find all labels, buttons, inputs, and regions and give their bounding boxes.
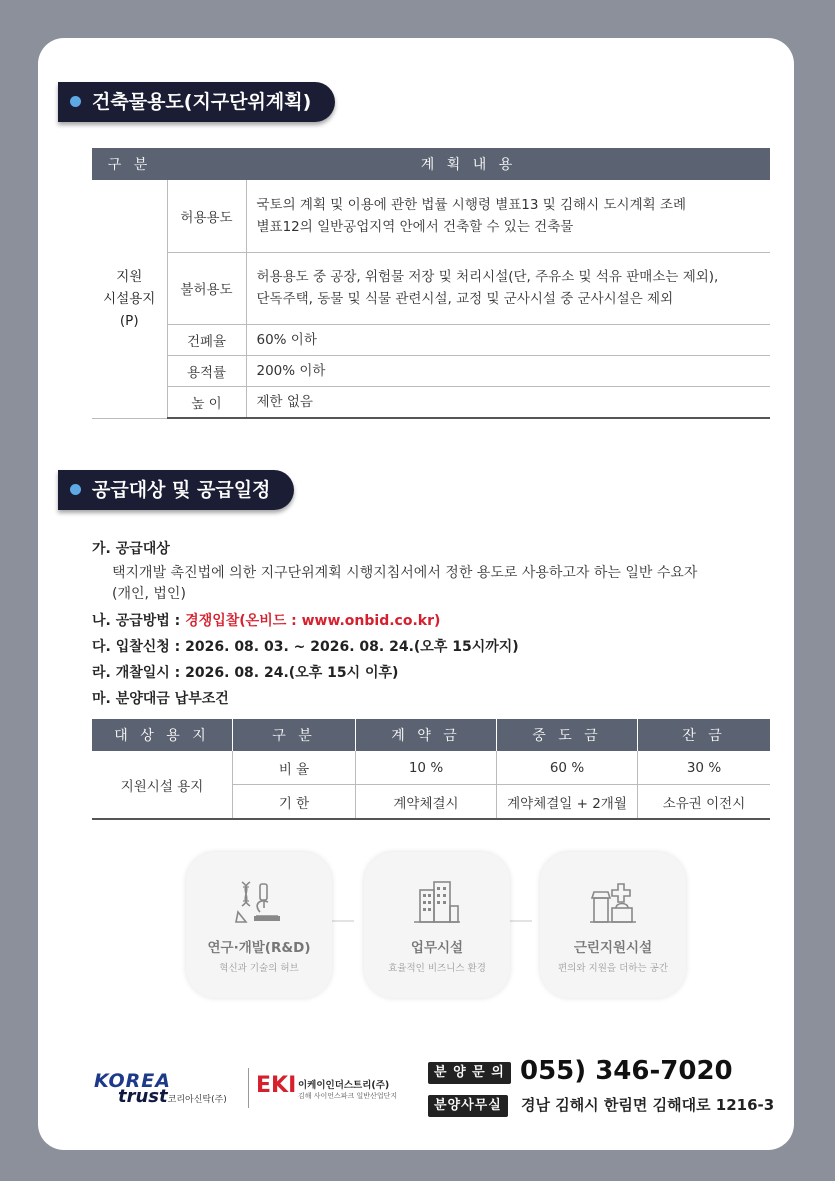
- table-header-category: 구 분: [92, 148, 167, 180]
- bid-application: 다. 입찰신청 : 2026. 08. 03. ~ 2026. 08. 24.(오후 15시까지): [92, 639, 519, 655]
- payment-header: 대 상 용 지: [92, 719, 233, 751]
- card-title: 근린지원시설: [573, 940, 653, 956]
- table-cell: 계약체결시: [356, 785, 497, 820]
- card-office: [364, 852, 510, 998]
- supply-method: 나. 공급방법 : 경쟁입찰(온비드 : www.onbid.co.kr): [92, 613, 441, 629]
- eki-logo: EKI: [256, 1073, 297, 1098]
- korea-trust-logo-text: trust코리아신탁(주): [118, 1086, 227, 1107]
- payment-header: 중 도 금: [497, 719, 638, 751]
- row-content-allowed: 국토의 계획 및 이용에 관한 법률 시행령 별표13 및 김해시 도시계획 조례 별표12의 일반공업지역 안에서 건축할 수 있는 건축물: [246, 180, 770, 252]
- section-title-building-use: 건축물용도(지구단위계획): [58, 82, 335, 122]
- sales-office-address: 경남 김해시 한림면 김해대로 1216-3: [521, 1096, 775, 1114]
- bid-opening: 라. 개찰일시 : 2026. 08. 24.(오후 15시 이후): [92, 665, 399, 681]
- korea-trust-logo: KOREA: [94, 1070, 171, 1092]
- table-cell: 60 %: [497, 751, 638, 785]
- row-content-far: 200% 이하: [246, 355, 770, 386]
- card-title: 연구·개발(R&D): [207, 940, 311, 956]
- card-title: 업무시설: [410, 940, 464, 956]
- connector-line: [510, 920, 532, 922]
- row-label-coverage: 건폐율: [167, 324, 246, 355]
- table-cell: 10 %: [356, 751, 497, 785]
- card-rnd: [186, 852, 332, 998]
- onbid-link[interactable]: 경쟁입찰(온비드 : www.onbid.co.kr): [185, 613, 441, 629]
- table-cell: 30 %: [638, 751, 771, 785]
- row-content-disallowed: 허용용도 중 공장, 위험물 저장 및 처리시설(단, 주유소 및 석유 판매소는 제외), 단독주택, 동물 및 식물 관련시설, 교정 및 군사시설 중 군사시설은 제외: [246, 252, 770, 324]
- card-subtitle: 혁신과 기술의 허브: [219, 963, 299, 974]
- table-cell: 소유권 이전시: [638, 785, 771, 820]
- table-header-content: 계 획 내 용: [167, 148, 770, 180]
- office-building-icon: [412, 878, 462, 928]
- payment-header: 계 약 금: [356, 719, 497, 751]
- row-label-far: 용적률: [167, 355, 246, 386]
- row-label-disallowed: 불허용도: [167, 252, 246, 324]
- bullet-dot-icon: [70, 484, 81, 495]
- eki-company-name: 이케이인더스트리(주): [298, 1080, 390, 1091]
- payment-site: 지원시설 용지: [92, 751, 233, 819]
- supply-target-body-2: (개인, 법인): [112, 586, 186, 602]
- connector-line: [332, 920, 354, 922]
- inquiry-tag: 분 양 문 의: [428, 1062, 511, 1084]
- row-label-height: 높 이: [167, 386, 246, 418]
- payment-table: [92, 719, 770, 820]
- card-neighborhood: [540, 852, 686, 998]
- table-cell: 기 한: [233, 785, 356, 820]
- supply-target-body: 택지개발 촉진법에 의한 지구단위계획 시행지침서에서 정한 용도로 사용하고자 하는 일반 수요자: [112, 565, 698, 581]
- card-subtitle: 효율적인 비즈니스 환경: [388, 963, 486, 974]
- payment-header: 잔 금: [638, 719, 771, 751]
- dna-microscope-icon: [234, 878, 284, 928]
- building-use-table: [92, 148, 770, 419]
- sales-office-tag: 분양사무실: [428, 1095, 508, 1117]
- logo-divider: [248, 1068, 249, 1108]
- table-cell: 비 율: [233, 751, 356, 785]
- category-cell: 지원 시설용지 (P): [92, 180, 167, 418]
- phone-number[interactable]: 055) 346-7020: [520, 1056, 733, 1086]
- shop-cross-icon: [588, 878, 638, 928]
- payment-header: 구 분: [233, 719, 356, 751]
- section-title-supply: 공급대상 및 공급일정: [58, 470, 294, 510]
- row-label-allowed: 허용용도: [167, 180, 246, 252]
- table-cell: 계약체결일 + 2개월: [497, 785, 638, 820]
- supply-target-heading: 가. 공급대상: [92, 541, 170, 557]
- eki-company-sub: 김해 사이언스파크 일반산업단지: [298, 1092, 398, 1100]
- row-content-height: 제한 없음: [246, 386, 770, 418]
- row-content-coverage: 60% 이하: [246, 324, 770, 355]
- payment-heading: 마. 분양대금 납부조건: [92, 691, 229, 707]
- card-subtitle: 편의와 지원을 더하는 공간: [557, 963, 668, 974]
- bullet-dot-icon: [70, 96, 81, 107]
